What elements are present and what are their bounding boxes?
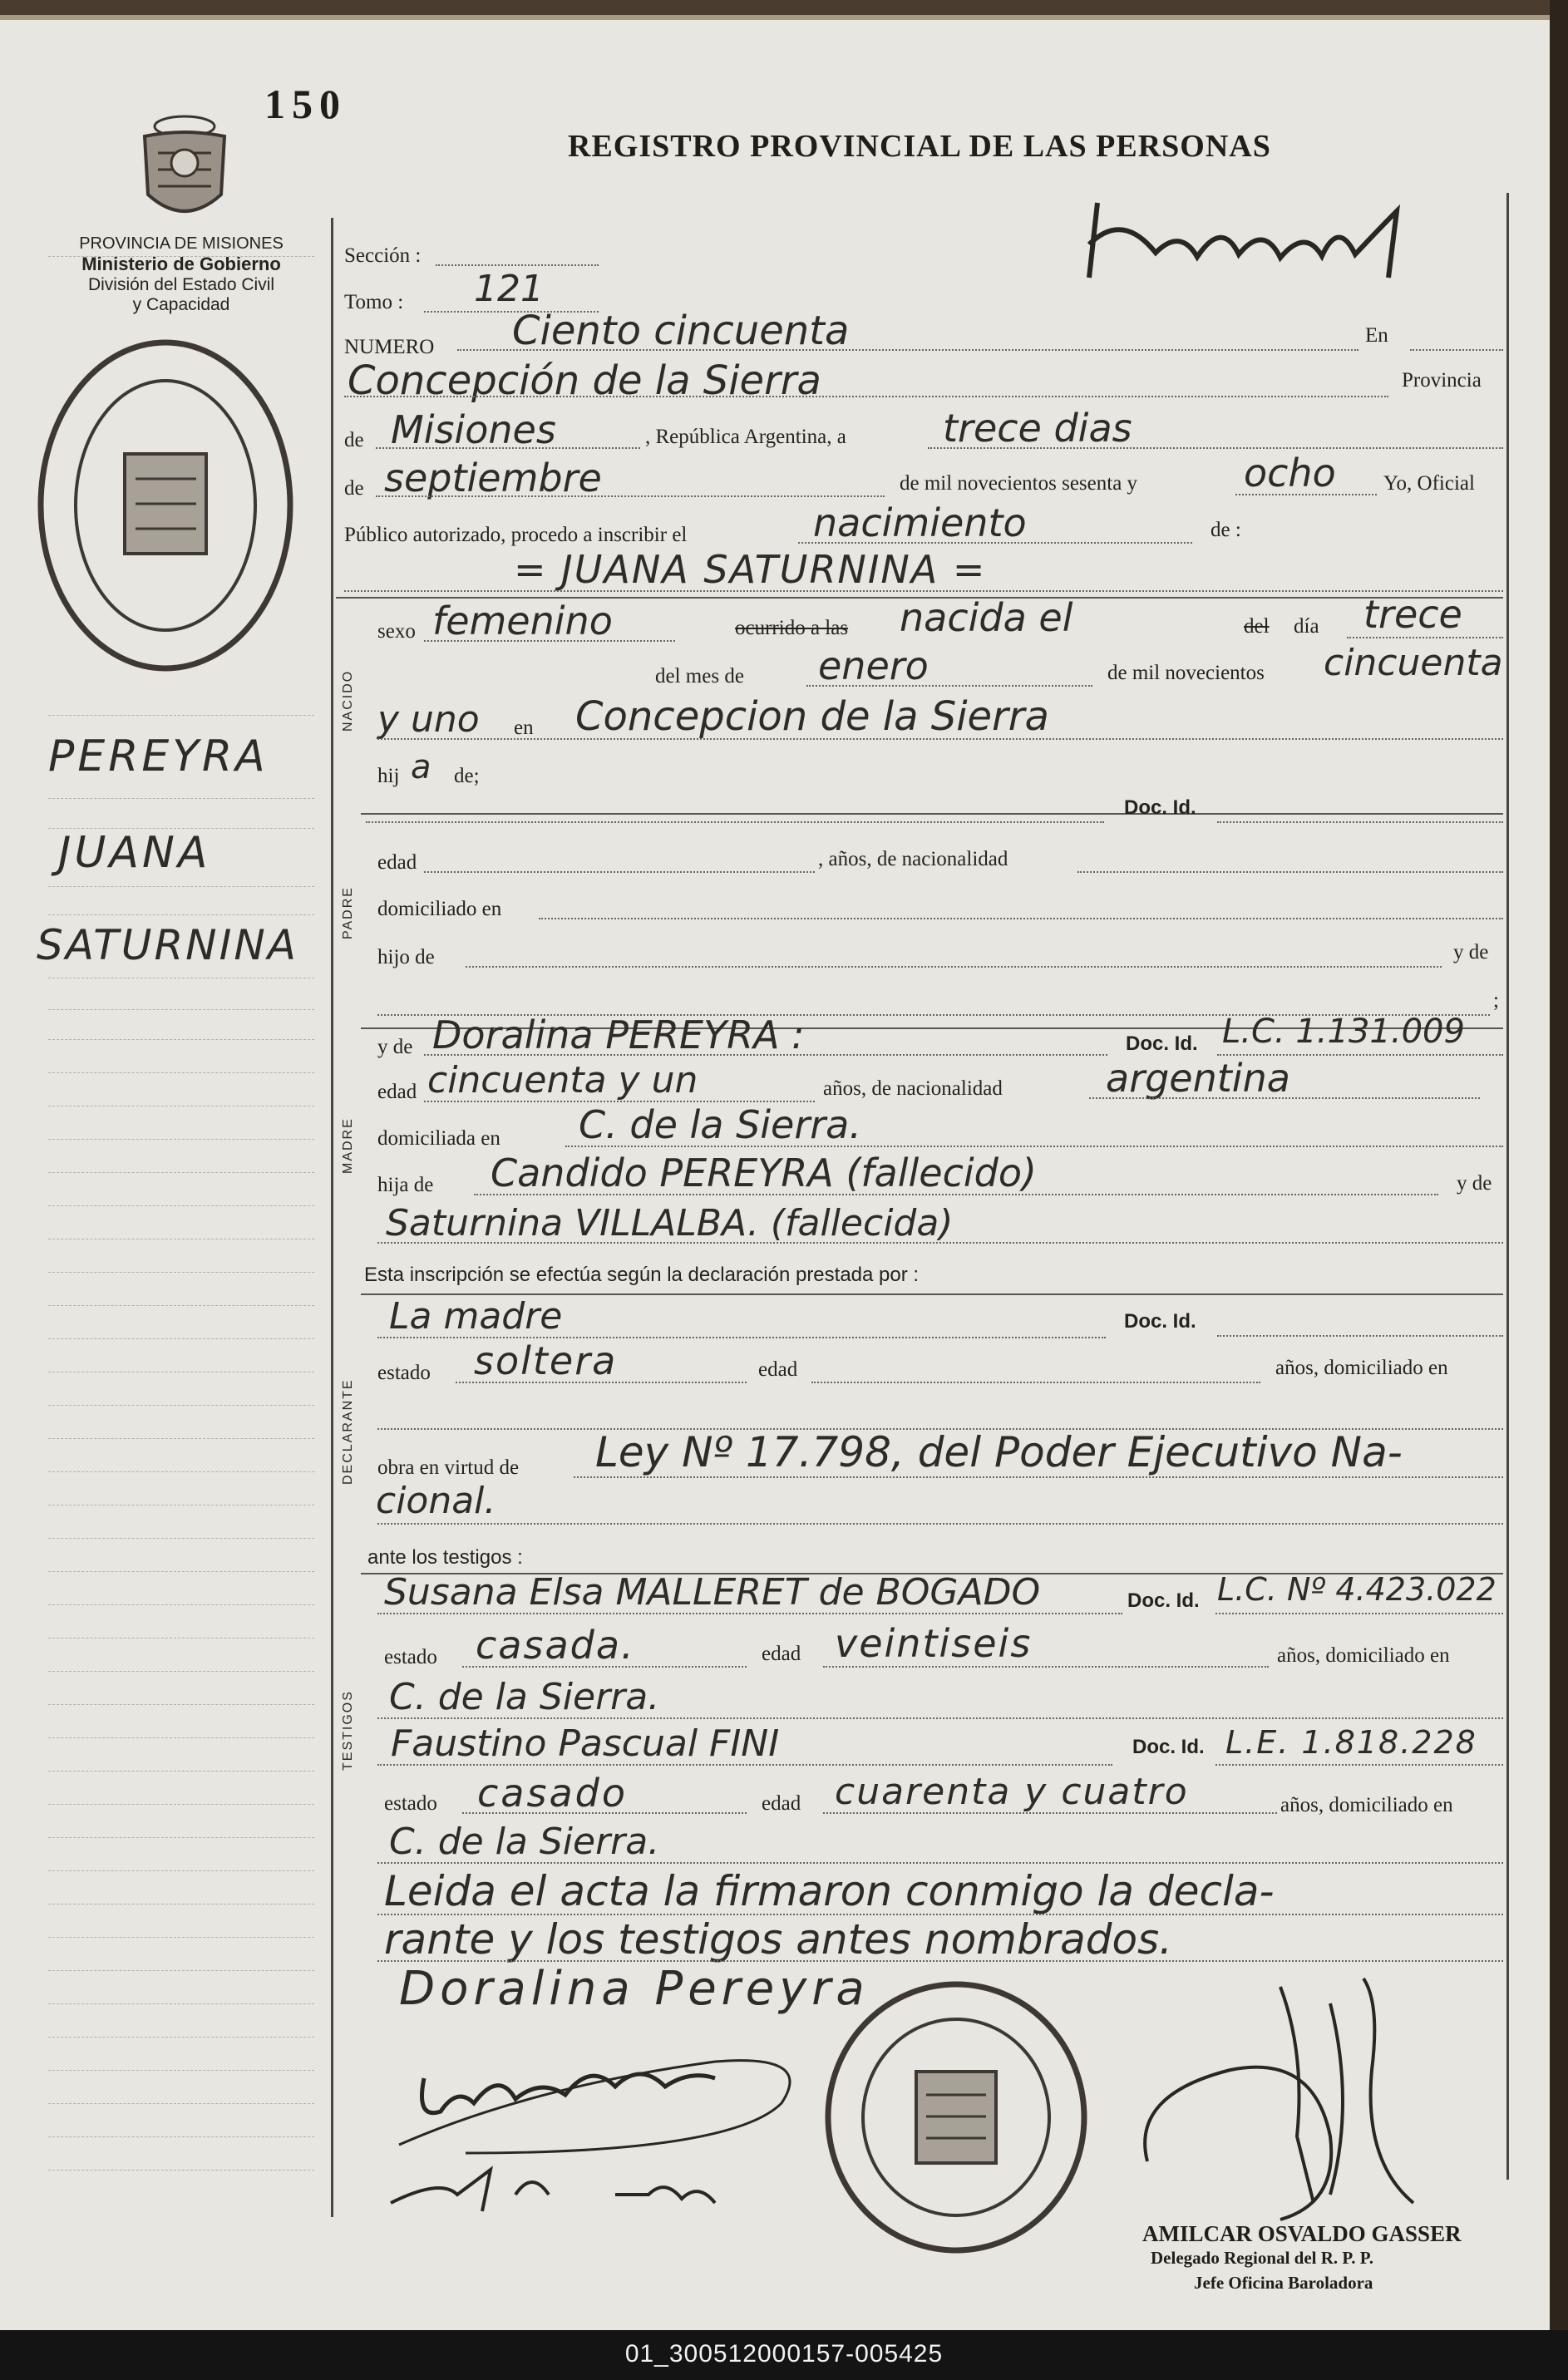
sexo-line: [424, 640, 675, 642]
margin-rule: [48, 2003, 314, 2004]
tomo-label: Tomo :: [344, 291, 404, 313]
madre-nacionalidad-line: [1089, 1097, 1480, 1099]
declarante-edad-line: [811, 1382, 1260, 1383]
testigo2-domicilio-value: C. de la Sierra.: [389, 1821, 660, 1863]
sexo-label: sexo: [377, 620, 416, 643]
official-stamp-left: [32, 329, 299, 682]
madre-padre-line: [474, 1194, 1438, 1195]
issuer-ministry: Ministerio de Gobierno: [81, 254, 281, 274]
publico-label: Público autorizado, procedo a inscribir el: [344, 524, 688, 546]
seccion-label: Sección :: [344, 244, 422, 267]
madre-hija-label: hija de: [377, 1174, 434, 1196]
issuer-province: PROVINCIA DE MISIONES: [79, 234, 284, 253]
margin-rule: [48, 256, 314, 257]
declarante-doc-line: [1217, 1335, 1503, 1337]
sexo-value: femenino: [432, 599, 613, 643]
testigo2-edad-value: cuarenta y cuatro: [835, 1771, 1189, 1813]
book-edge: [1550, 0, 1568, 2330]
de2-label: de: [344, 477, 364, 500]
official-office: Jefe Oficina Baroladora: [1194, 2273, 1373, 2293]
official-stamp-bottom: [820, 1973, 1092, 2261]
anio-nacimiento-value: cincuenta: [1324, 642, 1503, 684]
padre-edad-label: edad: [377, 851, 417, 874]
padre-semicolon: ;: [1493, 989, 1499, 1012]
madre-yde-label: y de: [377, 1036, 413, 1058]
testigo1-edad-line: [823, 1666, 1269, 1668]
margin-rule: [48, 1272, 314, 1273]
frame-rule-right: [1506, 193, 1509, 2180]
testigo1-edad-value: veintiseis: [835, 1621, 1033, 1666]
madre-padre-value: Candido PEREYRA (fallecido): [491, 1151, 1037, 1195]
testigo1-nombre-value: Susana Elsa MALLERET de BOGADO: [384, 1571, 1041, 1614]
registrar-initials-signature: [1064, 178, 1430, 294]
margin-rule: [48, 1009, 314, 1010]
margin-first-name: JUANA: [58, 828, 211, 878]
margin-rule: [48, 1704, 314, 1705]
dia-value: trece: [1363, 592, 1462, 637]
margin-rule: [48, 1538, 314, 1539]
mes-nacimiento-value: enero: [818, 643, 929, 688]
testigos-section-label: TESTIGOS: [341, 1690, 355, 1771]
testigo1-edad-label: edad: [762, 1643, 801, 1665]
madre-edad-value: cincuenta y un: [427, 1059, 698, 1101]
dia-value: trece dias: [943, 406, 1132, 451]
padre-edad-line: [424, 871, 815, 873]
declarante-section-label: DECLARANTE: [341, 1378, 355, 1485]
obra-line-2: [377, 1523, 1503, 1525]
anio-nacimiento-value-cont: y uno: [377, 698, 480, 741]
official-title: Delegado Regional del R. P. P.: [1151, 2248, 1373, 2268]
declarante-estado-value: soltera: [474, 1338, 618, 1383]
provincia-value: Misiones: [391, 407, 556, 452]
margin-rule: [48, 1139, 314, 1140]
obra-value: Ley Nº 17.798, del Poder Ejecutivo Na-: [595, 1428, 1403, 1476]
testigo2-doc-line: [1215, 1764, 1503, 1766]
margin-rule: [48, 1438, 314, 1439]
section-divider: [361, 813, 1503, 815]
mes-nacimiento-line: [806, 685, 1092, 687]
margin-rule: [48, 1305, 314, 1306]
margin-rule: [48, 1039, 314, 1040]
obra-line: [574, 1476, 1503, 1478]
de3-label: de :: [1211, 519, 1241, 541]
margin-second-name: SATURNINA: [37, 921, 298, 969]
numero-line: [457, 349, 1358, 351]
issuer-capacity: y Capacidad: [132, 295, 230, 314]
testigo2-doc-value: L.E. 1.818.228: [1225, 1724, 1477, 1761]
yo-oficial-label: Yo, Oficial: [1383, 472, 1475, 495]
margin-rule: [48, 1937, 314, 1938]
mes-label: del mes de: [655, 665, 744, 687]
testigo2-estado-value: casado: [477, 1771, 628, 1816]
madre-madre-line: [377, 1242, 1503, 1244]
testigo1-estado-label: estado: [384, 1646, 437, 1668]
dia-label: día: [1294, 615, 1319, 638]
en-label: en: [514, 717, 534, 739]
testigo1-anios-label: años, domiciliado en: [1277, 1644, 1450, 1667]
madre-edad-label: edad: [377, 1081, 417, 1103]
padre-anios-label: , años, de nacionalidad: [818, 848, 1008, 870]
provincia-line: [376, 447, 640, 449]
testigo1-doc-line: [1215, 1613, 1503, 1614]
margin-rule: [48, 1870, 314, 1871]
declaracion-label: Esta inscripción se efectúa según la declaración prestada por :: [364, 1264, 920, 1286]
madre-doc-value: L.C. 1.131.009: [1222, 1013, 1465, 1051]
margin-rule: [48, 1172, 314, 1173]
margin-rule: [48, 1671, 314, 1672]
margin-rule: [48, 2037, 314, 2038]
witness-signatures: [366, 2028, 815, 2236]
testigo2-edad-line: [823, 1812, 1277, 1814]
milnov-nacimiento-label: de mil novecientos: [1107, 662, 1265, 684]
declarante-estado-label: estado: [377, 1362, 431, 1384]
madre-nombre-line: [424, 1054, 1107, 1056]
coat-of-arms-icon: [133, 111, 236, 228]
margin-rule: [48, 2070, 314, 2071]
testigo2-nombre-line: [377, 1764, 1112, 1766]
margin-rule: [48, 2103, 314, 2104]
dia-line: [928, 447, 1503, 449]
margin-rule: [48, 914, 314, 915]
margin-rule: [48, 1571, 314, 1572]
margin-rule: [48, 1970, 314, 1971]
cierre-line-2: rante y los testigos antes nombrados.: [384, 1915, 1173, 1964]
padre-nombre-line: [366, 821, 1104, 823]
official-name: AMILCAR OSVALDO GASSER: [1142, 2221, 1462, 2246]
testigo1-nombre-line: [377, 1613, 1122, 1614]
margin-rule: [48, 886, 314, 887]
nacido-section-label: NACIDO: [341, 669, 355, 732]
hij-de-label: de;: [454, 765, 480, 787]
declarante-nombre-value: La madre: [389, 1295, 563, 1338]
lugar-value: Concepción de la Sierra: [348, 357, 821, 404]
acto-line: [798, 542, 1192, 544]
provincia-label: Provincia: [1402, 369, 1482, 392]
padre-nacionalidad-line: [1077, 871, 1503, 873]
madre-domiciliada-label: domiciliada en: [377, 1127, 500, 1150]
padre-hijo-label: hijo de: [377, 946, 435, 968]
en-line: [1410, 349, 1503, 351]
margin-rule: [48, 1205, 314, 1206]
seccion-line: [436, 264, 599, 266]
obra-value-cont: cional.: [376, 1480, 496, 1522]
margin-rule: [48, 798, 314, 799]
testigo1-estado-value: casada.: [476, 1623, 635, 1668]
document-title: REGISTRO PROVINCIAL DE LAS PERSONAS: [568, 129, 1271, 164]
margin-surname: PEREYRA: [48, 732, 269, 781]
testigo1-domicilio-value: C. de la Sierra.: [389, 1676, 660, 1718]
de-label: de: [344, 429, 364, 451]
testigos-ante-label: ante los testigos :: [367, 1546, 523, 1569]
testigo2-estado-line: [462, 1812, 747, 1814]
margin-rule: [48, 1405, 314, 1406]
madre-nombre-value: Doralina PEREYRA :: [432, 1013, 805, 1057]
milnov-label: de mil novecientos sesenta y: [900, 472, 1138, 495]
padre-hijo-line: [466, 966, 1442, 968]
cierre-line-1: Leida el acta la firmaron conmigo la decla-: [384, 1867, 1275, 1915]
testigo1-estado-line: [462, 1666, 747, 1668]
padre-doc-line: [1217, 821, 1503, 823]
tomo-value: 121: [474, 268, 544, 310]
margin-rule: [48, 1072, 314, 1073]
declarante-edad-label: edad: [758, 1358, 798, 1381]
padre-doc-label: Doc. Id.: [1124, 796, 1196, 819]
margin-rule: [48, 1837, 314, 1838]
mes-value: septiembre: [384, 456, 602, 500]
margin-rule: [48, 1737, 314, 1738]
acto-value: nacimiento: [813, 500, 1027, 545]
madre-anios-label: años, de nacionalidad: [823, 1077, 1003, 1100]
obra-label: obra en virtud de: [377, 1456, 520, 1479]
margin-rule: [48, 1471, 314, 1472]
numero-label: NUMERO: [344, 336, 435, 358]
margin-rule: [48, 2136, 314, 2137]
madre-yde2-label: y de: [1457, 1172, 1492, 1195]
lugar-nacimiento-value: Concepcion de la Sierra: [575, 693, 1049, 740]
madre-domicilio-value: C. de la Sierra.: [579, 1102, 861, 1147]
hij-label: hij: [377, 765, 400, 787]
declarante-estado-line: [456, 1382, 747, 1383]
margin-rule: [48, 1604, 314, 1605]
margin-rule: [48, 1804, 314, 1805]
hij-value: a: [411, 748, 431, 786]
lugar-line: [344, 396, 1388, 397]
testigo1-doc-value: L.C. Nº 4.423.022: [1217, 1571, 1497, 1608]
anio-value: ocho: [1244, 451, 1336, 495]
testigo2-edad-label: edad: [762, 1792, 801, 1815]
frame-rule-left: [331, 218, 333, 2217]
madre-section-label: MADRE: [341, 1117, 355, 1174]
margin-rule: [48, 715, 314, 716]
del-label: del: [1244, 615, 1270, 638]
official-signature: [1114, 1954, 1447, 2236]
anio-line: [1235, 494, 1377, 495]
padre-yde-label: y de: [1453, 941, 1489, 963]
ocurrido-label: ocurrido a las: [735, 617, 849, 639]
padre-section-label: PADRE: [341, 886, 355, 939]
madre-doc-label: Doc. Id.: [1126, 1032, 1198, 1055]
testigo2-nombre-value: Faustino Pascual FINI: [391, 1722, 780, 1765]
firma-madre-signature: Doralina Pereyra: [399, 1962, 870, 2016]
madre-madre-value: Saturnina VILLALBA. (fallecida): [386, 1202, 954, 1244]
nacida-value: nacida el: [900, 595, 1073, 640]
testigo1-doc-label: Doc. Id.: [1127, 1589, 1200, 1612]
lugar-nacimiento-line: [377, 738, 1503, 740]
name-line: [344, 590, 1503, 592]
testigo1-domicilio-line: [377, 1717, 1503, 1719]
image-footer: [0, 2330, 1568, 2380]
padre-domicilio-line: [539, 918, 1503, 919]
republica-label: , República Argentina, a: [645, 426, 846, 448]
madre-domicilio-line: [565, 1146, 1503, 1147]
registrant-name: = JUANA SATURNINA =: [514, 547, 987, 592]
declarante-doc-label: Doc. Id.: [1124, 1310, 1196, 1333]
margin-rule: [48, 2170, 314, 2171]
madre-nacionalidad-value: argentina: [1106, 1056, 1290, 1101]
declarante-anios-label: años, domiciliado en: [1275, 1357, 1448, 1379]
en-label: En: [1365, 324, 1388, 347]
testigo2-domicilio-line: [377, 1862, 1503, 1864]
mes-line: [376, 495, 885, 497]
testigo2-anios-label: años, domiciliado en: [1280, 1794, 1453, 1816]
issuer-block: [47, 234, 316, 315]
issuer-division: División del Estado Civil: [87, 275, 275, 294]
page-number: 150: [264, 81, 347, 127]
dia-line: [1347, 637, 1503, 638]
image-id-label: 01_300512000157-005425: [624, 2340, 944, 2368]
numero-value: Ciento cincuenta: [512, 308, 850, 354]
padre-domiciliado-label: domiciliado en: [377, 898, 502, 920]
margin-rule: [48, 1338, 314, 1339]
testigo2-doc-label: Doc. Id.: [1132, 1736, 1205, 1758]
testigo2-estado-label: estado: [384, 1792, 437, 1815]
